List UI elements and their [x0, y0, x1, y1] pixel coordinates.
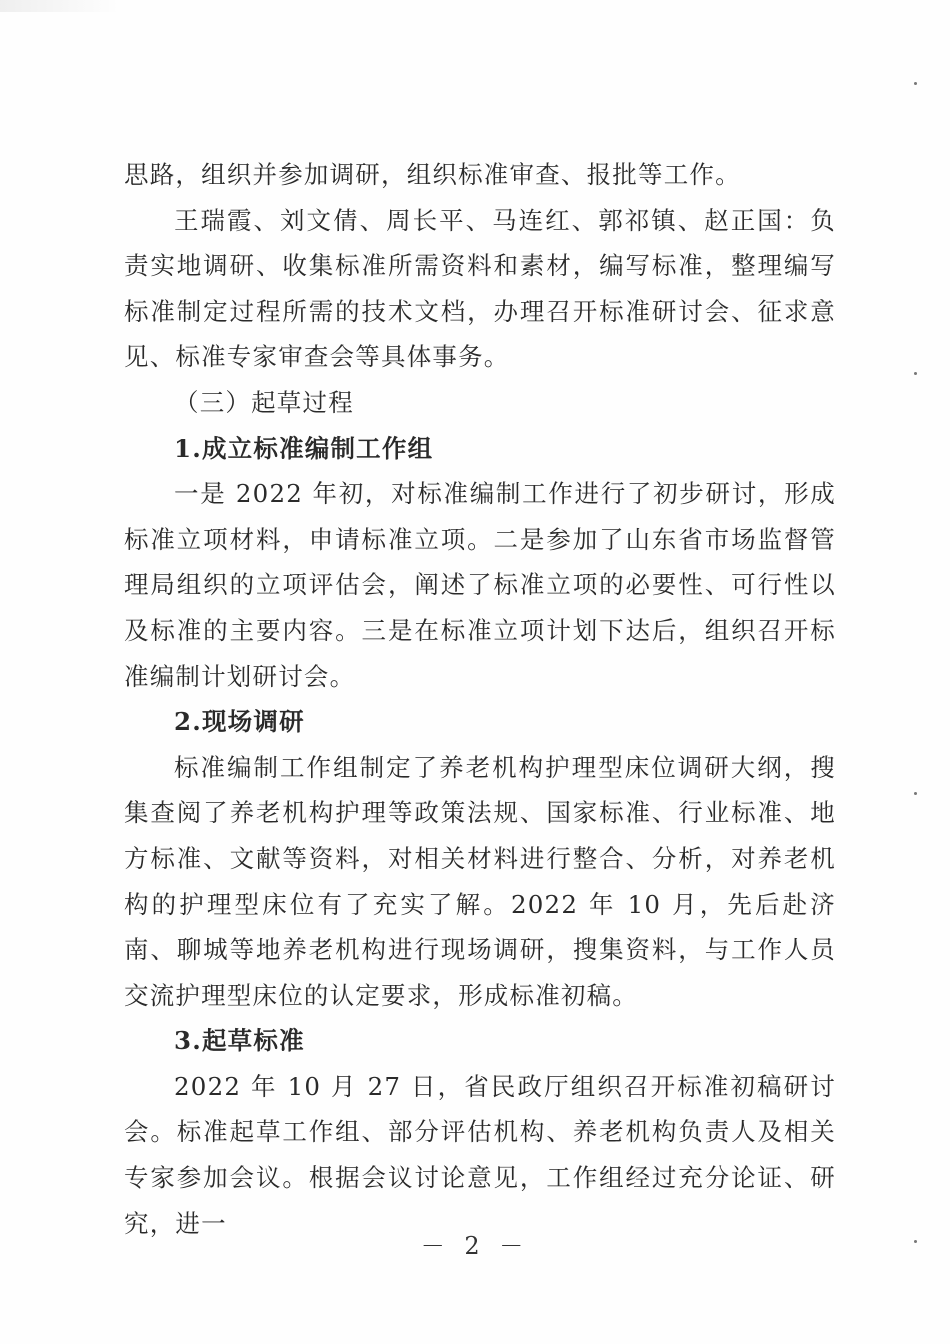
- paragraph-working-group: 一是 2022 年初，对标准编制工作进行了初步研讨，形成标准立项材料，申请标准立项。二是参加了山东省市场监督管理局组织的立项评估会，阐述了标准立项的必要性、可行性以及标准的主要内容。三是在标准立项计划下达后，组织召开标准编制计划研讨会。: [124, 479, 836, 691]
- paragraph-draft-standard: 2022 年 10 月 27 日，省民政厅组织召开标准初稿研讨会。标准起草工作组、部分评估机构、养老机构负责人及相关专家参加会议。根据会议讨论意见，工作组经过充分论证、研究，进一: [124, 1071, 836, 1238]
- section-subheading: （三）起草过程: [174, 387, 354, 417]
- paragraph-continuation: 思路，组织并参加调研，组织标准审查、报批等工作。: [124, 160, 741, 189]
- margin-mark: [914, 372, 917, 375]
- paragraph-responsibilities: 王瑞霞、刘文倩、周长平、马连红、郭祁镇、赵正国：负责实地调研、收集标准所需资料和素材，编写标准，整理编写标准制定过程所需的技术文档，办理召开标准研讨会、征求意见、标准专家审查会等具体事务。: [124, 205, 836, 372]
- margin-mark: [914, 792, 917, 795]
- margin-mark: [914, 1240, 917, 1243]
- heading-draft-standard: 3.起草标准: [174, 1026, 305, 1056]
- paragraph-field-research: 标准编制工作组制定了养老机构护理型床位调研大纲，搜集查阅了养老机构护理等政策法规、国家标准、行业标准、地方标准、文献等资料，对相关材料进行整合、分析，对养老机构的护理型床位有了充实了解。2022 年 10 月，先后赴济南、聊城等地养老机构进行现场调研，搜集资料，与工作人员交流护理型床位的认定要求，形成标准初稿。: [124, 752, 836, 1010]
- scan-artifact: [0, 0, 120, 12]
- document-body: [124, 152, 836, 1246]
- margin-mark: [914, 82, 917, 85]
- page-number: － 2 －: [420, 1232, 530, 1260]
- heading-field-research: 2.现场调研: [174, 707, 305, 737]
- heading-establish-working-group: 1.成立标准编制工作组: [174, 433, 434, 463]
